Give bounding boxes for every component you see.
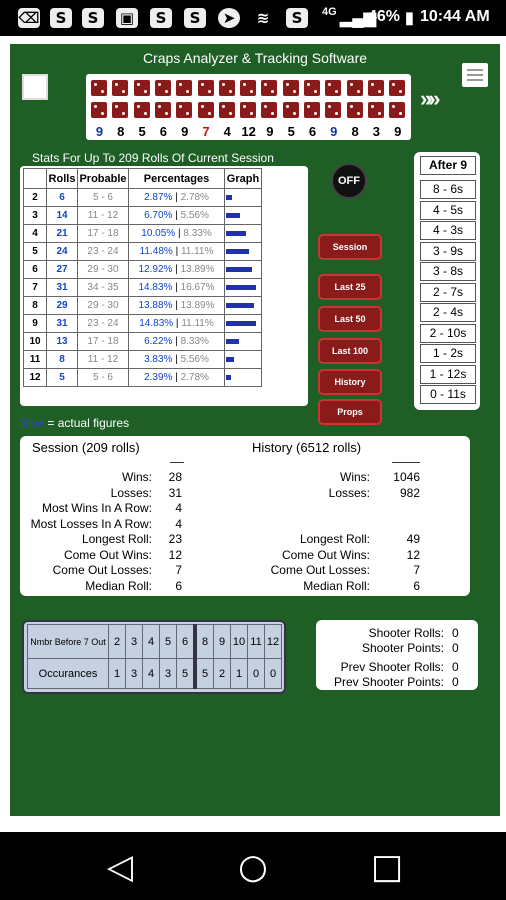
percentages: 2.87% | 2.78% [129, 189, 225, 207]
probable-range: 34 - 35 [78, 279, 129, 297]
stats-row [24, 225, 262, 243]
probable-range: 23 - 24 [78, 315, 129, 333]
die-icon [283, 102, 299, 118]
before-7-number: 3 [126, 625, 143, 659]
die-icon [240, 80, 256, 96]
session-stat-value: 28 [168, 470, 182, 484]
actual-pct: 14.83% [138, 282, 173, 293]
probable-range: 17 - 18 [78, 333, 129, 351]
before-7-label: Nmbr Before 7 Out [28, 625, 109, 659]
swipe-app-icon: S [50, 8, 72, 28]
probable-range: 23 - 24 [78, 243, 129, 261]
session-stat-label: Come Out Wins: [63, 547, 152, 562]
stats-table [20, 166, 308, 406]
percentages: 14.83% | 11.11% [129, 315, 225, 333]
graph-bar [226, 231, 246, 236]
stats-row [24, 369, 262, 387]
session-stat-value: 6 [175, 578, 182, 593]
before-7-count: 4 [143, 659, 160, 689]
die-icon [283, 80, 299, 96]
graph-cell [225, 207, 262, 225]
after-9-item: 0 - 11s [420, 385, 476, 404]
before-7-count: 5 [177, 659, 196, 689]
before-7-count: 2 [214, 659, 231, 689]
session-stat-label: Median Roll: [85, 578, 152, 593]
history-stat-value: 1046 [393, 470, 420, 484]
stats-row [24, 333, 262, 351]
probable-range: 5 - 6 [78, 369, 129, 387]
before-7-number: 8 [195, 625, 214, 659]
session-stat-label: Most Wins In A Row: [41, 501, 152, 515]
roll-number: 4 [223, 124, 231, 139]
roll-number: 6 [159, 124, 167, 139]
history-stat-label: Median Roll: [303, 578, 370, 593]
expected-pct: 2.78% [180, 192, 209, 203]
before-7-number: 4 [143, 625, 160, 659]
after-9-item: 2 - 4s [420, 303, 476, 322]
session-stat-value: 12 [168, 547, 182, 562]
expected-pct: 8.33% [183, 228, 212, 239]
die-icon [134, 102, 150, 118]
die-icon [112, 80, 128, 96]
summary-panel [20, 436, 470, 596]
before-7-count: 5 [195, 659, 214, 689]
expected-pct: 5.56% [180, 354, 209, 365]
swipe-app-icon: S [150, 8, 172, 28]
before-7-number: 11 [248, 625, 265, 659]
legend-blue: Blue [20, 416, 45, 430]
before-7-number: 12 [265, 625, 282, 659]
graph-bar [226, 195, 232, 200]
roll-total: 3 [24, 207, 47, 225]
shooter-label: Prev Shooter Points: [333, 675, 444, 689]
die-icon [176, 102, 192, 118]
back-app-icon: ⌫ [18, 9, 40, 27]
graph-bar [226, 303, 254, 308]
die-icon [155, 80, 171, 96]
roll-number: 9 [181, 124, 189, 139]
graph-bar [226, 249, 249, 254]
die-icon [347, 102, 363, 118]
rolls-count: 14 [47, 207, 78, 225]
roll-number: 9 [330, 124, 338, 139]
graph-cell [225, 297, 262, 315]
graph-cell [225, 261, 262, 279]
roll-total: 9 [24, 315, 47, 333]
recents-square-icon[interactable]: □ [370, 847, 404, 887]
session-toggle-square[interactable] [22, 74, 48, 100]
history-divider [392, 462, 420, 463]
session-stat-value: 4 [175, 501, 182, 515]
after-9-item: 4 - 3s [420, 221, 476, 240]
expected-pct: 11.11% [181, 318, 214, 329]
status-bar [0, 0, 506, 36]
die-icon [261, 80, 277, 96]
after-9-item: 3 - 9s [420, 242, 476, 261]
graph-cell [225, 351, 262, 369]
header-graph: Graph [225, 169, 262, 189]
graph-bar [226, 375, 231, 380]
probable-range: 11 - 12 [78, 351, 129, 369]
percentages: 3.83% | 5.56% [129, 351, 225, 369]
shooter-value: 0 [452, 626, 459, 640]
percentages: 14.83% | 16.67% [129, 279, 225, 297]
history-stat-value: 7 [413, 563, 420, 577]
occurances-label: Occurances [28, 659, 109, 689]
roll-total: 12 [24, 369, 47, 387]
after-9-item: 3 - 8s [420, 262, 476, 281]
die-icon [112, 102, 128, 118]
roll-number: 6 [308, 124, 317, 139]
actual-pct: 13.88% [138, 300, 173, 311]
rolls-count: 5 [47, 369, 78, 387]
after-9-item: 8 - 6s [420, 180, 476, 199]
header-rolls: Rolls [47, 169, 78, 189]
die-icon [368, 102, 384, 118]
legend [20, 416, 129, 430]
roll-number: 9 [266, 124, 274, 139]
percentages: 6.22% | 8.33% [129, 333, 225, 351]
before-7-number: 2 [109, 625, 126, 659]
session-stat-label: Wins: [122, 470, 152, 484]
die-icon [304, 102, 320, 118]
actual-pct: 14.83% [139, 318, 174, 329]
expected-pct: 8.33% [180, 336, 209, 347]
history-stat-value: 12 [406, 547, 420, 562]
stats-row [24, 243, 262, 261]
rolls-count: 31 [47, 315, 78, 333]
graph-bar [226, 339, 239, 344]
before-7-count: 1 [109, 659, 126, 689]
expected-pct: 11.11% [180, 246, 214, 257]
before-7-table [22, 620, 286, 694]
graph-bar [226, 267, 252, 272]
props-button[interactable]: Props [318, 399, 382, 425]
die-icon [347, 80, 363, 96]
probable-range: 11 - 12 [78, 207, 129, 225]
session-divider [170, 462, 184, 463]
shooter-panel [316, 620, 478, 690]
after-9-item: 1 - 2s [420, 344, 476, 363]
die-icon [198, 80, 214, 96]
legend-text: = actual figures [44, 416, 130, 430]
roll-number: 3 [372, 124, 380, 139]
header-num [24, 169, 47, 189]
die-icon [325, 102, 341, 118]
die-icon [155, 102, 171, 118]
actual-pct: 3.83% [144, 354, 173, 365]
data-4g-icon: 4G [322, 6, 337, 18]
history-stat-label: Come Out Losses: [270, 563, 370, 577]
last-50-button[interactable]: Last 50 [318, 306, 382, 332]
roll-number: 8 [351, 124, 359, 139]
actual-pct: 10.05% [141, 228, 176, 239]
roll-total: 4 [24, 225, 47, 243]
session-stat-value: 23 [168, 532, 182, 546]
shooter-value: 0 [452, 660, 459, 674]
roll-total: 6 [24, 261, 47, 279]
history-stat-label: Wins: [340, 470, 370, 484]
probable-range: 17 - 18 [78, 225, 129, 243]
stats-row [24, 261, 262, 279]
session-stat-label: Most Losses In A Row: [30, 516, 152, 531]
percentages: 2.39% | 2.78% [129, 369, 225, 387]
stats-row [24, 207, 262, 225]
session-button[interactable]: Session [318, 234, 382, 260]
die-icon [368, 80, 384, 96]
shooter-value: 0 [452, 641, 459, 655]
stats-row [24, 351, 262, 369]
shooter-label: Prev Shooter Rolls: [340, 660, 444, 674]
header-percentages: Percentages [129, 169, 225, 189]
rolls-count: 27 [47, 261, 78, 279]
die-icon [176, 80, 192, 96]
after-9-item: 2 - 10s [420, 324, 476, 343]
graph-cell [225, 243, 262, 261]
percentages: 11.48% | 11.11% [129, 243, 225, 261]
die-icon [198, 102, 214, 118]
rolls-count: 24 [47, 243, 78, 261]
roll-number: 5 [138, 124, 146, 139]
rotate-icon: ➤ [218, 8, 240, 28]
shooter-label: Shooter Rolls: [368, 626, 444, 640]
graph-bar [226, 285, 256, 290]
swipe-app-icon: S [286, 8, 308, 28]
rolls-count: 6 [47, 189, 78, 207]
stats-title: Stats For Up To 209 Rolls Of Current Session [32, 151, 274, 165]
shooter-value: 0 [452, 675, 459, 689]
actual-pct: 2.39% [144, 372, 173, 383]
roll-total: 7 [24, 279, 47, 297]
rolls-count: 31 [47, 279, 78, 297]
graph-cell [225, 369, 262, 387]
history-title: History (6512 rolls) [252, 440, 362, 455]
roll-number: 9 [95, 124, 104, 139]
session-title: Session (209 rolls) [32, 440, 140, 455]
history-stat-value: 982 [399, 485, 420, 500]
expected-pct: 13.89% [180, 264, 215, 275]
before-7-number: 9 [214, 625, 231, 659]
probable-range: 29 - 30 [78, 261, 129, 279]
before-7-count: 0 [265, 659, 282, 689]
history-stat-label: Longest Roll: [299, 532, 370, 546]
home-circle-icon[interactable]: ○ [238, 847, 268, 887]
actual-pct: 6.22% [144, 336, 173, 347]
actual-pct: 2.87% [144, 192, 173, 203]
graph-bar [226, 213, 240, 218]
stats-row [24, 279, 262, 297]
history-stat-label: Come Out Wins: [281, 547, 370, 562]
after-9-item: 2 - 7s [420, 283, 476, 302]
stats-row [24, 189, 262, 207]
header-probable: Probable [78, 169, 129, 189]
rolls-count: 29 [47, 297, 78, 315]
swipe-app-icon: S [184, 8, 206, 28]
expected-pct: 5.56% [180, 210, 209, 221]
battery-icon: ▮ [405, 10, 414, 27]
before-7-count: 0 [248, 659, 265, 689]
stats-row [24, 315, 262, 333]
app-panel [10, 44, 500, 816]
graph-cell [225, 315, 262, 333]
roll-total: 10 [24, 333, 47, 351]
before-7-count: 3 [126, 659, 143, 689]
session-stat-value: 4 [175, 516, 182, 531]
last-100-button[interactable]: Last 100 [318, 338, 382, 364]
graph-cell [225, 333, 262, 351]
history-stat-label: Losses: [328, 485, 370, 500]
after-9-item: 1 - 12s [420, 365, 476, 384]
roll-number: 8 [117, 124, 125, 139]
actual-pct: 6.70% [144, 210, 173, 221]
percentages: 10.05% | 8.33% [129, 225, 225, 243]
back-triangle-icon[interactable]: ◁ [106, 847, 134, 887]
roll-total: 11 [24, 351, 47, 369]
roll-total: 8 [24, 297, 47, 315]
die-icon [261, 102, 277, 118]
graph-bar [226, 321, 256, 326]
percentages: 12.92% | 13.89% [129, 261, 225, 279]
before-7-number: 6 [177, 625, 196, 659]
after-9-item: 4 - 5s [420, 201, 476, 220]
graph-cell [225, 279, 262, 297]
expected-pct: 13.89% [180, 300, 215, 311]
die-icon [134, 80, 150, 96]
signal-icon: ▂▄▆ [340, 10, 376, 27]
roll-number: 7 [202, 124, 210, 139]
history-button[interactable]: History [318, 369, 382, 395]
actual-pct: 12.92% [138, 264, 173, 275]
die-icon [219, 102, 235, 118]
die-icon [389, 80, 405, 96]
stats-row [24, 297, 262, 315]
menu-icon[interactable] [462, 63, 488, 87]
die-icon [91, 102, 107, 118]
rolls-count: 13 [47, 333, 78, 351]
probable-range: 29 - 30 [78, 297, 129, 315]
after-9-panel [414, 152, 480, 410]
session-stat-value: 31 [168, 485, 182, 500]
before-7-number: 5 [160, 625, 177, 659]
app-title: Craps Analyzer & Tracking Software [142, 50, 368, 66]
before-7-count: 1 [231, 659, 248, 689]
before-7-number: 10 [231, 625, 248, 659]
percentages: 13.88% | 13.89% [129, 297, 225, 315]
session-stat-label: Come Out Losses: [52, 563, 152, 577]
session-stat-value: 7 [175, 563, 182, 577]
clock: 10:44 AM [420, 8, 490, 25]
graph-cell [225, 189, 262, 207]
die-icon [91, 80, 107, 96]
roll-total: 2 [24, 189, 47, 207]
roll-number: 5 [287, 124, 295, 139]
last-25-button[interactable]: Last 25 [318, 274, 382, 300]
expected-pct: 2.78% [180, 372, 209, 383]
swipe-app-icon: S [82, 8, 104, 28]
roll-number: 12 [241, 124, 256, 139]
die-icon [325, 80, 341, 96]
percentages: 6.70% | 5.56% [129, 207, 225, 225]
wifi-icon: ≋ [256, 9, 270, 27]
rolls-count: 21 [47, 225, 78, 243]
before-7-count: 3 [160, 659, 177, 689]
image-icon: ▣ [116, 8, 138, 28]
history-stat-value: 6 [413, 578, 420, 593]
shooter-label: Shooter Points: [361, 641, 444, 655]
actual-pct: 11.48% [139, 246, 173, 257]
probable-range: 5 - 6 [78, 189, 129, 207]
roll-number: 9 [394, 124, 402, 139]
roll-total: 5 [24, 243, 47, 261]
die-icon [304, 80, 320, 96]
die-icon [240, 102, 256, 118]
next-chevrons-icon[interactable]: »» [420, 86, 437, 111]
after-9-header: After 9 [420, 156, 476, 175]
off-toggle-button[interactable]: OFF [331, 163, 367, 199]
die-icon [389, 102, 405, 118]
die-icon [219, 80, 235, 96]
graph-bar [226, 357, 234, 362]
roll-history-panel [86, 74, 411, 140]
battery-percent: 46% [368, 8, 401, 25]
expected-pct: 16.67% [180, 282, 215, 293]
history-stat-value: 49 [406, 532, 420, 546]
nav-bar [0, 832, 506, 900]
rolls-count: 8 [47, 351, 78, 369]
session-stat-label: Losses: [110, 485, 152, 500]
session-stat-label: Longest Roll: [81, 532, 152, 546]
graph-cell [225, 225, 262, 243]
